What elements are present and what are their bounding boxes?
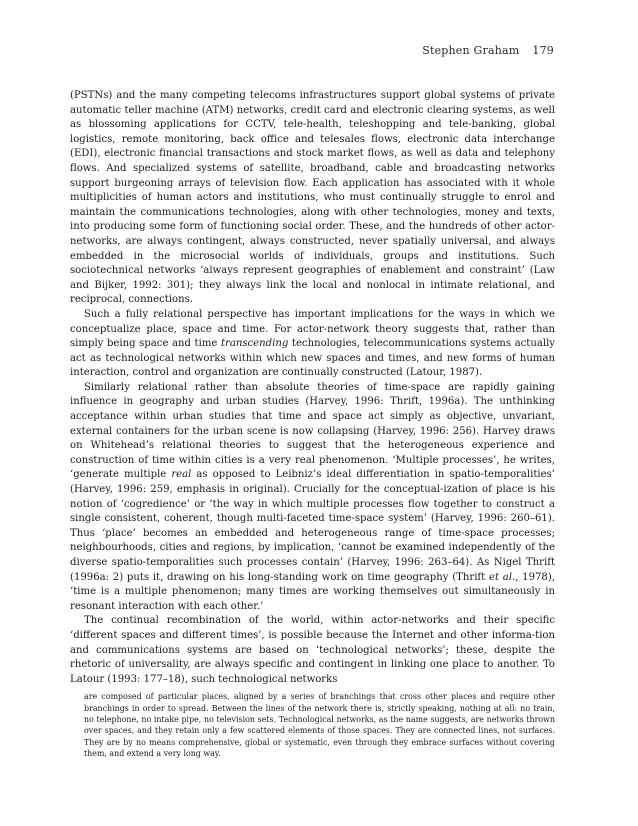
paragraph-text: Similarly relational rather than absolute theories of time-space are rapidly gaining influence in geography and urban studies (Harvey, 1996: Thrift, 1996a). The unthinking acceptance within urban studies that time and space act simply as objective, unvariant, external containers for the urban scene is now collapsing (Harvey, 1996: 256). Harvey draws on Whitehead’s relational theories to suggest that the heterogeneous experience and construction of time within cities is a very real phenomenon. ‘Multiple processes’, he writes, ‘generate multiple — [70, 381, 555, 481]
paragraph-3 — [70, 381, 555, 615]
running-head-author: Stephen Graham — [422, 44, 520, 57]
paragraph-4 — [70, 614, 555, 687]
running-head — [422, 44, 554, 57]
paragraph-text: as opposed to Leibniz’s ideal differentiation in spatio-temporalities’ (Harvey, 1996: 259, emphasis in original). Crucially for the conceptual-ization of place is his notion of ‘cogredience’ or ‘the way in which multiple processes flow together to construct a single consistent, coherent, though multi-faceted time-space system’ (Harvey, 1996: 260–61). Thus ‘place’ becomes an embedded and heterogeneous range of time-space processes; neighbourhoods, cities and regions, by implication, ‘cannot be examined independently of the diverse spatio-temporalities such processes contain’ (Harvey, 1996: 263–64). As Nigel Thrift (1996a: 2) puts it, drawing on his long-standing work on time geography (Thrift — [70, 469, 555, 583]
paragraph-text: , 1978), ‘time is a multiple phenomenon; many times are working themselves out simultaneously in resonant interaction with each other.’ — [70, 571, 555, 612]
emphasis-et-al: et al. — [488, 571, 516, 583]
body-text — [70, 89, 555, 759]
paragraph-text: technologies, telecommunications systems actually act as technological networks within which new spaces and times, and new forms of human interaction, control and organization are continually constructed (Latour, 1987). — [70, 338, 556, 379]
emphasis-transcending: transcending — [220, 338, 289, 350]
emphasis-real: real — [171, 469, 192, 481]
block-quote: are composed of particular places, aligned by a series of branchings that cross other places and require other branchings in order to spread. Between the lines of the network there is, strictly speaking, nothing at all: no train, no telephone, no intake pipe, no television sets. Technological networks, as the name suggests, are networks thrown over spaces, and they retain only a few scattered elements of those spaces. They are connected lines, not surfaces. They are by no means comprehensive, global or systematic, even through they embrace surfaces without covering them, and extend a very long way. — [84, 692, 555, 758]
page-number: 179 — [532, 44, 554, 57]
paragraph-1 — [70, 89, 555, 308]
paragraph-text: The continual recombination of the world, within actor-networks and their specific ‘different spaces and different times’, is possible because the Internet and other informa-tion and communications systems are based on ‘technological networks’; these, despite the rhetoric of universality, are always specific and contingent in linking one place to another. To Latour (1993: 177–18), such technological networks — [70, 615, 555, 685]
paragraph-text: Such a fully relational perspective has important implications for the ways in which we conceptualize place, space and time. For actor-network theory suggests that, rather than simply being space and time — [70, 308, 555, 350]
paragraph-text: (PSTNs) and the many competing telecoms infrastructures support global systems of private automatic teller machine (ATM) networks, credit card and electronic clearing systems, as well as blossoming applications for CCTV, tele-health, teleshopping and tele-banking, global logistics, remote monitoring, back office and telesales flows, electronic data interchange (EDI), electronic financial transactions and stock market flows, as well as data and telephony flows. And specialized systems of satellite, broadband, cable and broadcasting networks support burgeoning arrays of television flow. Each application has associated with it whole multiplicities of human actors and institutions, who must continually struggle to enrol and maintain the communications technologies, along with other technologies, money and texts, into producing some form of functioning social order. These, and the hundreds of other actor-networks, are always contingent, always constructed, never spatially universal, and always embedded in the microsocial worlds of individuals, groups and institutions. Such sociotechnical networks ‘always represent geographies of enablement and constraint’ (Law and Bijker, 1992: 301); they always link the local and nonlocal in intimate relational, and reciprocal, connections. — [70, 90, 555, 306]
paragraph-2 — [70, 308, 555, 381]
